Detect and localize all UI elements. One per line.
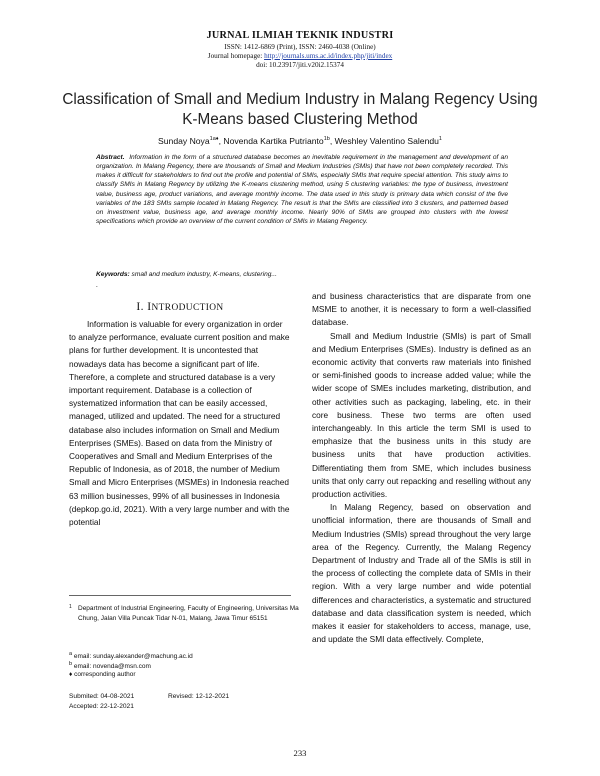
journal-doi: doi: 10.23917/jiti.v20i2.15374	[256, 61, 344, 69]
footnote-affiliation	[69, 604, 299, 623]
homepage-label: Journal homepage:	[207, 52, 265, 60]
intro-paragraph-1: Information is valuable for every organization in order to analyze performance, evaluate current position and make plans for further development. It is uncontested that nowadays data has become a significant part of life. Therefore, a complete and structured database is a very important requirement. Database is a collection of systematized information that can be easily accessed, managed, utilized and updated. The need for a structured database also includes information on Small and Medium Enterprises (SMEs). Based on data from the Ministry of Cooperatives and Small and Medium Enterprises of the Republic of Indonesia, as of 2018, the number of Medium Small and Micro Enterprises (MSMEs) in Indonesia reached 63 million businesses, 99% of all businesses in Indonesia (depkop.go.id, 2021). With a very large number and with the potential	[69, 319, 290, 528]
keywords-text: small and medium industry, K-means, clustering...	[129, 271, 277, 278]
affiliation-text: Department of Industrial Engineering, Faculty of Engineering, Universitas Ma Chung, Jalan Villa Puncak Tidar N-01, Malang, Jawa Timur 65151	[78, 605, 299, 622]
footnote-corresponding	[69, 670, 299, 680]
paper-title: Classification of Small and Medium Industry in Malang Regency Using K-Means based Clustering Method	[62, 91, 538, 128]
stray-dot: .	[96, 281, 98, 289]
section-heading-rest: NTRODUCTION	[151, 303, 224, 313]
author-3: Weshley Valentino Salendu	[334, 136, 439, 146]
intro-paragraph-2: Small and Medium Industrie (SMIs) is part of Small and Medium Enterprises (SMEs). Industry is defined as an economic activity that converts raw materials into finished or semi-finished goods to increase added value; while the wider scope of SMEs includes marketing, distribution, and other activities such as packaging, labeling, etc. in their core business. These two terms are often used interchangeably. In this article the term SMI is used to emphasize that the business units in this study are business units that have production activities. Differentiating them from SME, which includes business units that only carry out repacking and reselling without any production activities.	[312, 330, 531, 500]
corresponding-mark: ♦	[69, 671, 73, 678]
author-list: Sunday Noya$^{1a♦}$, Novenda Kartika Putrianto$^{1b}$, Weshley Valentino Salendu$^1$	[158, 136, 442, 146]
abstract	[96, 153, 508, 226]
journal-issn: ISSN: 1412-6869 (Print), ISSN: 2460-4038 (Online)	[224, 43, 376, 51]
author-1-affiliation: 1a♦	[209, 136, 219, 143]
author-2-affiliation: 1b	[323, 136, 330, 143]
section-heading-introduction	[69, 300, 291, 313]
corresponding-text: corresponding author	[74, 671, 136, 678]
author-2: Novenda Kartika Putrianto	[223, 136, 324, 146]
intro-paragraph-1-continued: and business characteristics that are disparate from one MSME to another, it is necessary to form a well-classified database.	[312, 291, 531, 328]
page-number: 233	[293, 748, 307, 758]
section-heading-first: I. I	[136, 300, 152, 313]
journal-homepage	[150, 52, 450, 60]
submitted-date: Submited: 04-08-2021	[69, 693, 135, 700]
affiliation-mark: 1	[69, 604, 72, 610]
footnote-divider	[69, 595, 291, 596]
journal-name: JURNAL ILMIAH TEKNIK INDUSTRI	[206, 30, 394, 41]
email-2-text[interactable]: email: novenda@msn.com	[73, 663, 151, 671]
left-column	[69, 318, 291, 529]
author-1: Sunday Noya	[158, 136, 210, 146]
revised-date: Revised: 12-12-2021	[168, 693, 230, 700]
accepted-date: Accepted: 22-12-2021	[69, 703, 134, 710]
abstract-text: Information in the form of a structured database becomes an inevitable requirement in the management and development of an organization. In Malang Regency, there are thousands of Small and Medium Industries (SMIs) that have not been completely recorded. This makes it difficult for stakeholders to find out the profile and potential of SMIs, especially SMIs that require special attention. This study aims to classify SMIs in Malang Regency by utilizing the K-means clustering method, using 5 clustering variables: the type of business, investment value, business age, product variations, and average monthly income. The data used in this study is primary data which consist of the five variables of the 183 SMIs sample located in Malang Regency. The result is that the SMIs are classified into 3 clusters, and patterned based on investment value, business age, and average monthly income. Nearly 90% of SMIs are grouped into clusters with the lowest specifications which provide an overview of the current condition of SMIs in Malang Regency.	[96, 154, 508, 226]
email-1-text[interactable]: email: sunday.alexander@machung.ac.id	[73, 653, 193, 661]
right-column	[312, 290, 531, 646]
keywords-label: Keywords:	[96, 271, 130, 278]
submission-dates	[69, 692, 230, 712]
intro-paragraph-3: In Malang Regency, based on observation and unofficial information, there are thousands of Small and Medium Industries (SMIs) spread throughout the very large area of the Regency. Currently, the Malang Regency Department of Industry and Trade all of the SMIs is still in the process of collecting the complete data of SMIs in their region. With a very large number and wide potential differences and characteristics, a systematic and structured database and data classification system is needed, which makes it easier for stakeholders to access, manage, use, and update the SMI data effectively. Complete,	[312, 502, 531, 645]
email-2-mark: b	[69, 661, 73, 667]
abstract-label: Abstract.	[96, 154, 125, 161]
author-3-affiliation: 1	[438, 136, 442, 143]
homepage-link[interactable]: http://journals.ums.ac.id/index.php/jiti/index	[264, 52, 393, 60]
keywords	[96, 271, 508, 278]
email-1-mark: a	[69, 651, 73, 657]
